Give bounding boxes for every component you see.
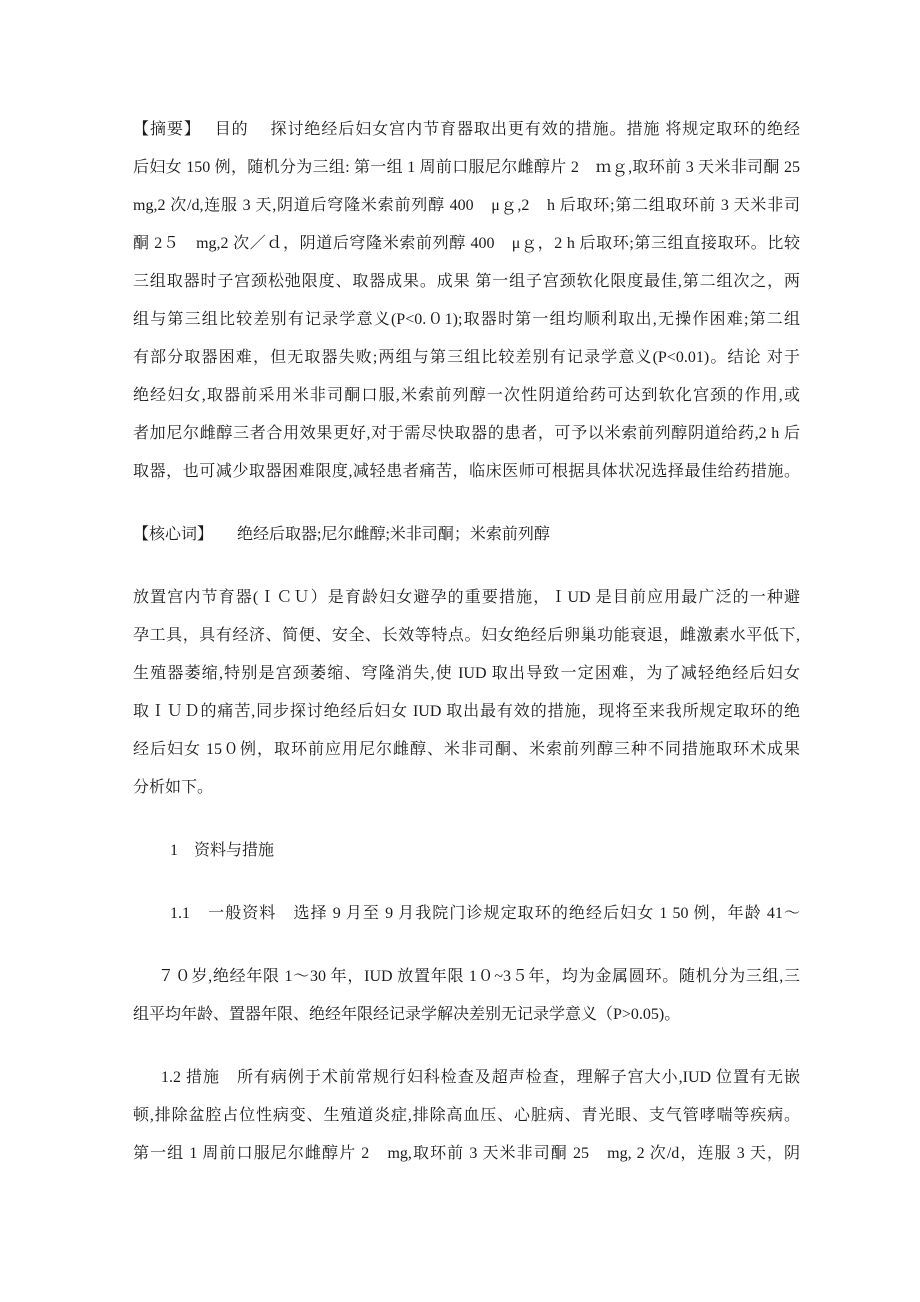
introduction-line: 分析如下。 bbox=[133, 779, 214, 796]
abstract-line: 有部分取器困难，但无取器失败;两组与第三组比较差别有记录学意义(P<0.01)。结论 对于 bbox=[133, 349, 800, 366]
introduction-line: 经后妇女 15０例，取环前应用尼尔雌醇、米非司酮、米索前列醇三种不同措施取环术成果 bbox=[133, 741, 800, 758]
abstract-line: 酮 2５ mg,2 次／ｄ，阴道后穹隆米索前列醇 400 μｇ，2 h 后取环;第三组直接取环。比较 bbox=[133, 235, 800, 252]
abstract-line: 取器，也可减少取器困难限度,减轻患者痛苦，临床医师可根据具体状况选择最佳给药措施。 bbox=[133, 463, 800, 480]
abstract-line: 者加尼尔雌醇三者合用效果更好,对于需尽快取器的患者，可予以米索前列醇阴道给药,2 h 后 bbox=[133, 425, 800, 442]
introduction-line: 生殖器萎缩,特别是宫颈萎缩、穹隆消失,使 IUD 取出导致一定困难，为了减轻绝经后妇女 bbox=[133, 665, 800, 682]
section-1-1-body-paragraph bbox=[133, 958, 800, 1034]
abstract-paragraph bbox=[133, 111, 800, 491]
abstract-line: 【摘要】 目的 探讨绝经后妇女宫内节育器取出更有效的措施。措施 将规定取环的绝经 bbox=[133, 121, 800, 138]
section-1-heading-block bbox=[133, 832, 800, 870]
abstract-line: 三组取器时子宫颈松弛限度、取器成果。成果 第一组子宫颈软化限度最佳,第二组次之，两 bbox=[133, 273, 800, 290]
introduction-paragraph bbox=[133, 579, 800, 807]
abstract-line: mg,2 次/d,连服 3 天,阴道后穹隆米索前列醇 400 μｇ,2 h 后取环;第二组取环前 3 天米非司 bbox=[133, 197, 800, 214]
abstract-line: 组与第三组比较差别有记录学意义(P<0.０1);取器时第一组均顺利取出,无操作困难;第二组 bbox=[133, 311, 800, 328]
section-1-1-body-line: ７０岁,绝经年限 1～30 年，IUD 放置年限 1０~3５年，均为金属圆环。随机分为三组,三 bbox=[158, 968, 800, 985]
introduction-line: 放置宫内节育器(ＩＣＵ）是育龄妇女避孕的重要措施，ＩUD 是目前应用最广泛的一种避 bbox=[133, 589, 800, 606]
section-1-2-line: 顿,排除盆腔占位性病变、生殖道炎症,排除高血压、心脏病、青光眼、支气管哮喘等疾病。 bbox=[133, 1107, 800, 1124]
introduction-line: 孕工具，具有经济、简便、安全、长效等特点。妇女绝经后卵巢功能衰退，雌激素水平低下, bbox=[133, 627, 800, 644]
section-1-heading: 1 资料与措施 bbox=[170, 842, 275, 859]
section-1-1-heading-line: 1.1 一般资料 选择 9 月至 9 月我院门诊规定取环的绝经后妇女 1 50 例，年龄 41～ bbox=[170, 905, 800, 922]
abstract-line: 绝经妇女,取器前采用米非司酮口服,米索前列醇一次性阴道给药可达到软化宫颈的作用,或 bbox=[133, 387, 800, 404]
section-1-2-paragraph bbox=[133, 1059, 800, 1173]
keywords-line: 【核心词】 绝经后取器;尼尔雌醇;米非司酮；米索前列醇 bbox=[133, 526, 550, 543]
section-1-1-body-line: 组平均年龄、置器年限、绝经年限经记录学解决差别无记录学意义（P>0.05)。 bbox=[133, 1006, 681, 1023]
abstract-line: 后妇女 150 例，随机分为三组: 第一组 1 周前口服尼尔雌醇片 2 ｍｇ,取环前 3 天米非司酮 25 bbox=[133, 159, 800, 176]
section-1-1-heading-block bbox=[133, 895, 800, 933]
keywords-paragraph bbox=[133, 516, 800, 554]
section-1-2-line: 1.2 措施 所有病例于术前常规行妇科检查及超声检查，理解子宫大小,IUD 位置有无嵌 bbox=[161, 1069, 800, 1086]
section-1-2-line: 第一组 1 周前口服尼尔雌醇片 2 mg,取环前 3 天米非司酮 25 mg, 2 次/d，连服 3 天，阴 bbox=[133, 1145, 800, 1162]
introduction-line: 取ＩＵＤ的痛苦,同步探讨绝经后妇女 IUD 取出最有效的措施，现将至来我所规定取环的绝 bbox=[133, 703, 800, 720]
document-text-block bbox=[133, 111, 800, 1198]
